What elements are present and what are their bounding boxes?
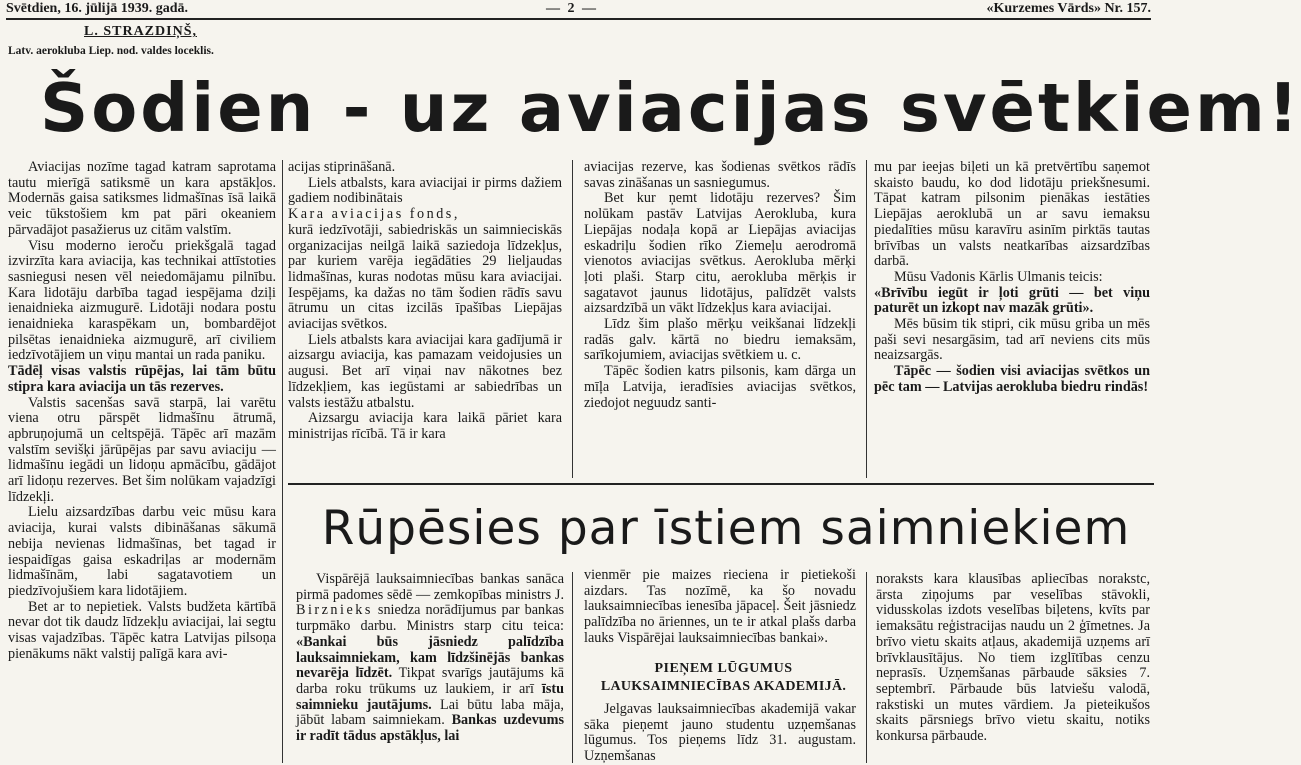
article2-column-2	[584, 568, 856, 656]
page-number: — 2 —	[546, 1, 598, 16]
paragraph: Aviacijas nozīme tagad katram saprotama tautu mierīgā satiksmē un kara apstākļos. Modernās gaisa satiksmes lidmašīnas īsā laikā veic tūkstošiem km pat pāri okeaniem pārvadājot pasažierus uz citām valstīm.	[8, 159, 276, 238]
column-divider	[572, 160, 573, 478]
section-rule	[288, 483, 1154, 485]
paragraph: Bet ar to nepietiek. Valsts budžeta kārtībā nevar dot tik daudz līdzekļu aviacijai, lai segtu visas vajadzības. Tāpēc katra Latvijas pilsoņa pienākums nākt valstij palīgā kara avi-	[8, 598, 276, 662]
subheadline-line-2: LAUKSAIMNIECĪBAS AKADEMIJĀ.	[600, 679, 847, 694]
bold-text: īstu saimnieku jautājums.	[296, 680, 564, 713]
article1-column-3	[584, 160, 856, 478]
column-divider	[866, 572, 867, 763]
bold-text: «Bankai būs jāsniedz palīdzība lauksaimniekam, kam līdzšinējās bankas nevarēja līdzēt.	[296, 633, 564, 682]
author-name: L. STRAZDIŅŠ,	[84, 24, 197, 39]
newspaper-issue: «Kurzemes Vārds» Nr. 157.	[986, 1, 1151, 16]
subheadline-line-1: PIEŅEM LŪGUMUS	[654, 661, 793, 676]
article2-column-1	[296, 572, 564, 763]
bold-text: Tāpēc — šodien visi aviacijas svētkos un pēc tam — Latvijas aerokluba biedru rindās!	[874, 363, 1150, 395]
author-role: Latv. aerokluba Liep. nod. valdes loceklis.	[8, 45, 214, 57]
masthead	[6, 0, 1151, 20]
headline-farmers: Rūpēsies par īstiem saimniekiem	[321, 501, 1131, 556]
paragraph: Jelgavas lauksaimniecības akademijā vakar sāka pieņemt jauno studentu uzņemšanas lūgumus. Tos pieņems līdz 31. augustam. Uzņemšanas	[584, 701, 856, 765]
text: Vispārējā lauksaimniecības bankas sanāca pirmā padomes sēdē — zemkopības ministrs J.	[296, 571, 564, 603]
paragraph: mu par ieejas biļeti un kā pretvērtību saņemot skaisto baudu, ko dod lidotāju priekšnesumi. Tāpat katram pilsonim pienākas iestāties Liepājas aeroklubā un ar savu iemaksu piedalīties mūsu karavīru asinīm pirktās tautas brīvības un valsts neatkarības aizsardzības darbā.	[874, 159, 1150, 270]
paragraph	[296, 572, 564, 745]
paragraph: Liels atbalsts, kara aviacijai ir pirms dažiem gadiem nodibinātais	[288, 174, 562, 207]
quote-bold	[874, 286, 1150, 317]
spaced-text: Kara aviacijas fonds,	[288, 206, 460, 223]
article1-column-4	[874, 160, 1150, 478]
text: sniedza norādījumus par bankas turpmāko darbu. Ministrs starp citu teica:	[296, 602, 565, 635]
paragraph-spaced	[288, 207, 562, 223]
article1-column-1	[8, 160, 276, 763]
text: Lai būtu laba māja, jābūt labam saimniekam.	[296, 696, 564, 729]
paragraph: Valstis sacenšas savā starpā, lai varētu viena otru pārspēt lidmašīnu ātrumā, apbruņojumā un celtspējā. Tāpēc arī mazām valstīm sevišķi jārūpējas par savu aviaciju — lidmašīnu iegādi un lidoņu apmācību, gādājot arī lidoņu rezerves. Bet šim nolūkam vajadzīgi līdzekļi.	[8, 394, 276, 505]
column-divider	[572, 572, 573, 763]
paragraph: aviacijas rezerve, kas šodienas svētkos rādīs savas zināšanas un sasniegumus.	[584, 159, 856, 191]
paragraph: Lielu aizsardzības darbu veic mūsu kara aviacija, kurai valsts dibināšanas sākumā nebija nevienas lidmašīnas, bet tagad ir iespaidīgas gaisa eskadriļas ar modernām lidmašīnām, labi sagatavotiem un piedzīvojušiem kara lidotājiem.	[8, 504, 276, 599]
paragraph: Bet kur ņemt lidotāju rezerves? Šim nolūkam pastāv Latvijas Aerokluba, kura Liepājas nodaļa kopā ar Liepājas aviacijas eskadriļu šodien rīko Ziemeļu aerodromā vienotos aviacijas svētkus. Aerokluba mērķi ļoti plaši. Starp citu, aerokluba mērķis ir sagatavot jaunus lidotājus, palīdzēt valsts aizsardzībā un vākt līdzekļus kara aviacijai.	[584, 190, 856, 317]
paragraph: acijas stiprināšanā.	[288, 159, 396, 175]
spaced-text: Birznieks	[296, 602, 373, 619]
article2-column-2b	[584, 702, 856, 763]
paragraph: vienmēr pie maizes rieciena ir pietiekoši aizdars. Tas nozīmē, ka šo novadu lauksaimniecības ienesība jāpaceļ. Šeit jāsniedz palīdzība no āriennes, un te ir atkal plašs darba lauks Vispārējai lauksaimniecības bankai».	[584, 567, 856, 646]
subheadline	[577, 660, 870, 696]
paragraph: noraksts kara klausības apliecības norakstс, ārsta ziņojums par veselības stāvokli, vidusskolas izdots veselības biļetens, kvīts par iemaksātu reģistracijas naudu un 2 ģīmetnes. Ja brīvo vietu skaits atļaus, akademijā uzņems arī brīvklausītājus. No tiem izglītības cenzu neprasīs. Uzņemšanas pārbaude sāksies 7. septembrī. Pārbaude būs latviešu valodā, rakstiski un mutes vārdiem. Ja pieteikušos skaits pārsniegs brīvo vietu skaitu, notiks konkursa pārbaude.	[876, 571, 1150, 745]
paragraph: kurā iedzīvotāji, sabiedriskās un saimnieciskās organizacijas neilgā laikā saziedoja līdzekļus, par kuriem varēja iegādāties 29 lieljaudas lidmašīnas, kuras nodotas mūsu kara aviacijai. Iespējams, ka dažas no tām šodien rādīs savu ātrumu un citas izcilās īpašības Liepājas aviacijas svētkos.	[288, 221, 562, 333]
issue-date: Svētdien, 16. jūlijā 1939. gadā.	[6, 1, 189, 16]
paragraph: Līdz šim plašo mērķu veikšanai līdzekļi radās galv. kārtā no biedru iemaksām, sarīkojumiem, aviacijas svētkiem u. c.	[584, 316, 856, 364]
paragraph: Liels atbalsts kara aviacijai kara gadījumā ir aizsargu aviacija, kas pamazam veidojusies un augusi. Bet arī viņai nav nākotnes bez līdzekļiem, kas iegūstami ar sabiedrības un valsts iestāžu atbalstu.	[288, 331, 562, 411]
paragraph-bold	[8, 364, 276, 395]
bold-text: Bankas uzdevums ir radīt tādus apstākļus, lai	[296, 712, 565, 745]
paragraph: Mūsu Vadonis Kārlis Ulmanis teicis:	[894, 268, 1103, 285]
paragraph: Tāpēc šodien katrs pilsonis, kam dārga un mīļa Latvija, ieradīsies aviacijas svētkos, ziedojot neguudz santi-	[584, 363, 856, 411]
bold-text: «Brīvību iegūt ir ļoti grūti — bet viņu paturēt un izkopt nav mazāk grūti».	[874, 284, 1150, 317]
article2-column-3	[876, 572, 1150, 763]
bold-text: Tādēļ visas valstis rūpējas, lai tām būtu stipra kara aviacija un tās rezerves.	[8, 363, 276, 395]
paragraph: Mēs būsim tik stipri, cik mūsu griba un mēs paši sevi nesargāsim, tad arī neviens cits mūs neaizsargās.	[874, 316, 1150, 364]
paragraph: Aizsargu aviacija kara laikā pāriet kara ministrijas rīcībā. Tā ir kara	[288, 410, 562, 442]
text: Tikpat svarīgs jautājums kā darba roku trūkums uz laukiem, ir arī	[296, 665, 564, 697]
paragraph: Visu moderno ieroču priekšgalā tagad izvirzīta kara aviacija, kas technikai attīstoties sasniegusi nesen vēl neiedomājamu pilnību. Kara lidotāju darbība tagad iespējama dziļi ienaidnieka aizmugurē. Lidotāji nodara postu ienaidnieka karaspēkam un, bombardējot pilsētas ienaidnieka aizmugurē, arī civiliem iedzīvotājiem un viņu mantai un rada paniku.	[8, 237, 276, 364]
headline-aviation: Šodien - uz aviacijas svētkiem!	[40, 69, 1301, 147]
column-divider	[282, 160, 283, 763]
paragraph-bold	[874, 364, 1150, 395]
article1-column-2	[288, 160, 562, 478]
column-divider	[866, 160, 867, 478]
